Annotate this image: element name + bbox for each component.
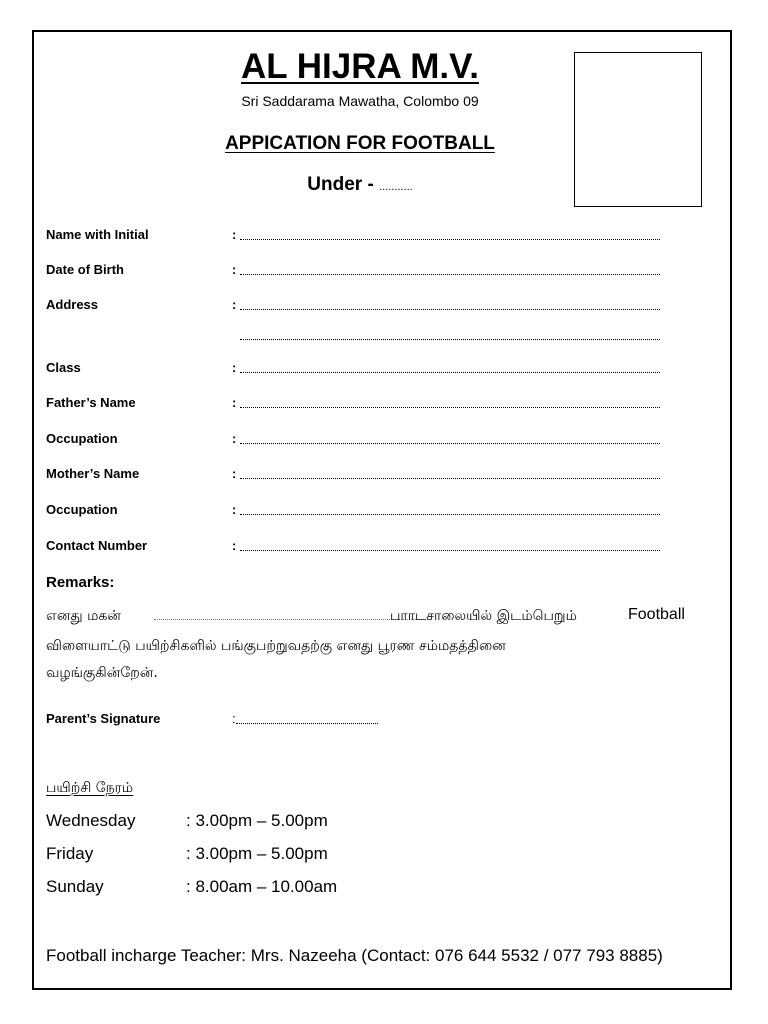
blank-line[interactable]	[240, 309, 660, 310]
field-label: Date of Birth	[46, 262, 124, 277]
schedule-time: : 3.00pm – 5.00pm	[186, 811, 328, 830]
remarks-line-1	[46, 606, 696, 628]
remarks-title: Remarks:	[46, 574, 115, 591]
school-address: Sri Saddarama Mawatha, Colombo 09	[241, 93, 479, 109]
remarks-line-2: விளையாட்டு பயிற்சிகளில் பங்குபற்றுவதற்கு எனது பூரண சம்மதத்தினை	[46, 638, 506, 654]
blank-line[interactable]	[240, 550, 660, 551]
blank-line[interactable]	[240, 407, 660, 408]
schedule-row	[46, 877, 446, 901]
remarks-text: Football	[628, 606, 685, 623]
under-blank: ...........	[379, 181, 413, 193]
parent-signature-field	[46, 711, 646, 731]
field-label: Occupation	[46, 431, 118, 446]
practice-title: பயிற்சி நேரம்	[46, 780, 134, 796]
field-colon: :	[232, 466, 237, 481]
signature-blank[interactable]	[236, 723, 378, 724]
schedule-day: Wednesday	[46, 811, 136, 830]
field-colon: :	[232, 538, 237, 553]
schedule-day: Sunday	[46, 877, 104, 896]
blank-line[interactable]	[240, 478, 660, 479]
field-label: Mother’s Name	[46, 466, 140, 481]
field-fathers-name	[46, 395, 666, 415]
form-title: APPICATION FOR FOOTBALL	[225, 133, 495, 154]
field-colon: :	[232, 711, 236, 726]
field-label: Name with Initial	[46, 227, 149, 242]
field-label: Father’s Name	[46, 395, 136, 410]
schedule-day: Friday	[46, 844, 94, 863]
blank-line[interactable]	[240, 514, 660, 515]
schedule-row	[46, 844, 446, 868]
blank-line[interactable]	[240, 274, 660, 275]
school-name: AL HIJRA M.V.	[241, 47, 479, 86]
field-label: Class	[46, 360, 81, 375]
blank-line[interactable]	[240, 443, 660, 444]
schedule-time: : 8.00am – 10.00am	[186, 877, 338, 896]
field-mother-occupation	[46, 502, 666, 522]
field-colon: :	[232, 395, 237, 410]
field-colon: :	[232, 360, 237, 375]
remarks-text: பாாடசாலையில் இடம்பெறும்	[390, 608, 577, 624]
field-label: Address	[46, 297, 99, 312]
field-label: Contact Number	[46, 538, 148, 553]
field-name-with-initial	[46, 227, 666, 247]
field-label: Occupation	[46, 502, 118, 517]
field-mothers-name	[46, 466, 666, 486]
address-second-line[interactable]	[240, 339, 660, 340]
field-colon: :	[232, 431, 237, 446]
field-address	[46, 297, 666, 317]
blank-line[interactable]	[240, 372, 660, 373]
field-class	[46, 360, 666, 380]
field-contact-number	[46, 538, 666, 558]
remarks-line-3: வழங்குகின்றேன்.	[46, 665, 158, 681]
schedule-time: : 3.00pm – 5.00pm	[186, 844, 328, 863]
field-colon: :	[232, 227, 237, 242]
schedule-row	[46, 811, 446, 835]
remarks-text: எனது மகன்	[46, 608, 121, 624]
under-label: Under -	[307, 174, 374, 195]
field-father-occupation	[46, 431, 666, 451]
footer-contact: Football incharge Teacher: Mrs. Nazeeha (Contact: 076 644 5532 / 077 793 8885)	[46, 946, 663, 965]
photo-box	[574, 52, 702, 207]
field-date-of-birth	[46, 262, 666, 282]
field-colon: :	[232, 262, 237, 277]
under-age-line	[150, 174, 570, 196]
field-label: Parent’s Signature	[46, 711, 161, 726]
field-colon: :	[232, 502, 237, 517]
field-colon: :	[232, 297, 237, 312]
blank-line[interactable]	[240, 239, 660, 240]
